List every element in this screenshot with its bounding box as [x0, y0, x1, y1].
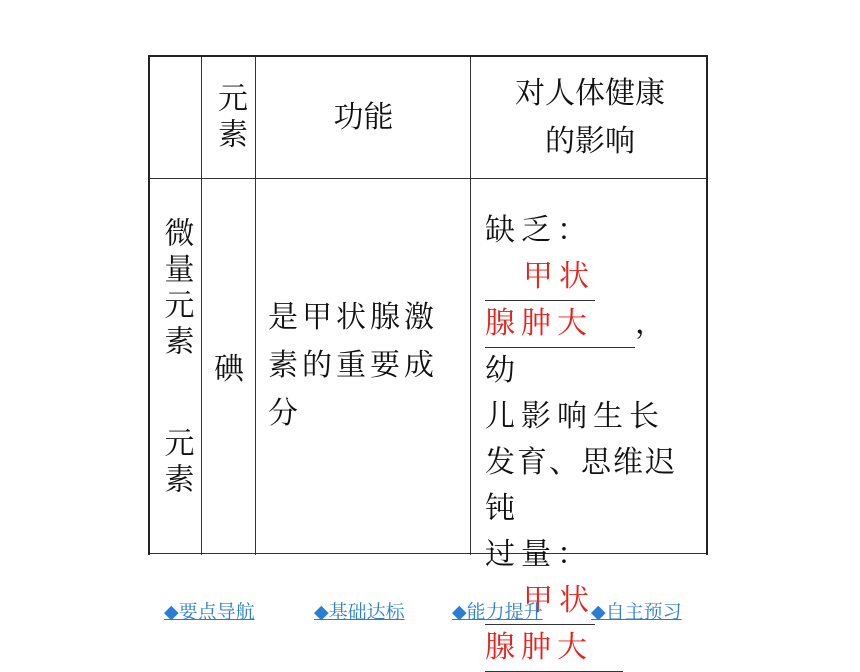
deficiency-text: 钝 — [485, 491, 521, 526]
function-line: 分 — [268, 396, 302, 431]
category-label: 微量元素 — [158, 217, 194, 361]
excess-line-2 — [485, 625, 697, 672]
column-divider — [470, 57, 471, 555]
element-iodine-cell — [203, 179, 255, 553]
header-function-label: 功能 — [333, 99, 394, 135]
header-health-effect — [472, 57, 708, 178]
header-health-line1: 对人体健康 — [515, 75, 665, 111]
header-function — [257, 57, 470, 178]
deficiency-text: 发育、思维迟 — [485, 445, 677, 480]
nav-preview-link[interactable]: ◆自主预习 — [591, 601, 682, 623]
function-cell — [268, 179, 468, 553]
deficiency-text: ，幼 — [485, 306, 671, 388]
category-overlay-cell — [150, 427, 201, 557]
header-health-line2: 的影响 — [545, 123, 635, 159]
deficiency-answer: 甲状 — [485, 254, 595, 301]
deficiency-line-1 — [485, 208, 697, 301]
column-divider — [201, 57, 202, 555]
excess-label: 过量： — [485, 537, 593, 572]
excess-answer: 甲状 — [485, 578, 595, 625]
function-text — [268, 294, 438, 438]
function-line: 是甲状腺激 — [268, 300, 438, 335]
excess-answer-continued: 腺肿大 — [485, 625, 623, 672]
nav-key-points-link[interactable]: ◆要点导航 — [164, 601, 255, 623]
deficiency-text: 儿影响生长 — [485, 399, 665, 434]
column-divider — [255, 57, 256, 555]
category-overlay-label: 元素 — [158, 427, 194, 499]
nav-basics-link[interactable]: ◆基础达标 — [314, 601, 405, 623]
nav-ability-link[interactable]: ◆能力提升 — [452, 601, 543, 623]
deficiency-line-2 — [485, 301, 697, 394]
header-element — [203, 57, 255, 178]
function-line: 素的重要成 — [268, 348, 438, 383]
deficiency-answer-continued: 腺肿大 — [485, 301, 635, 348]
element-iodine: 碘 — [214, 352, 244, 387]
bottom-navigation — [0, 597, 860, 621]
header-element-label: 元素 — [212, 81, 247, 154]
deficiency-label: 缺乏： — [485, 213, 593, 248]
